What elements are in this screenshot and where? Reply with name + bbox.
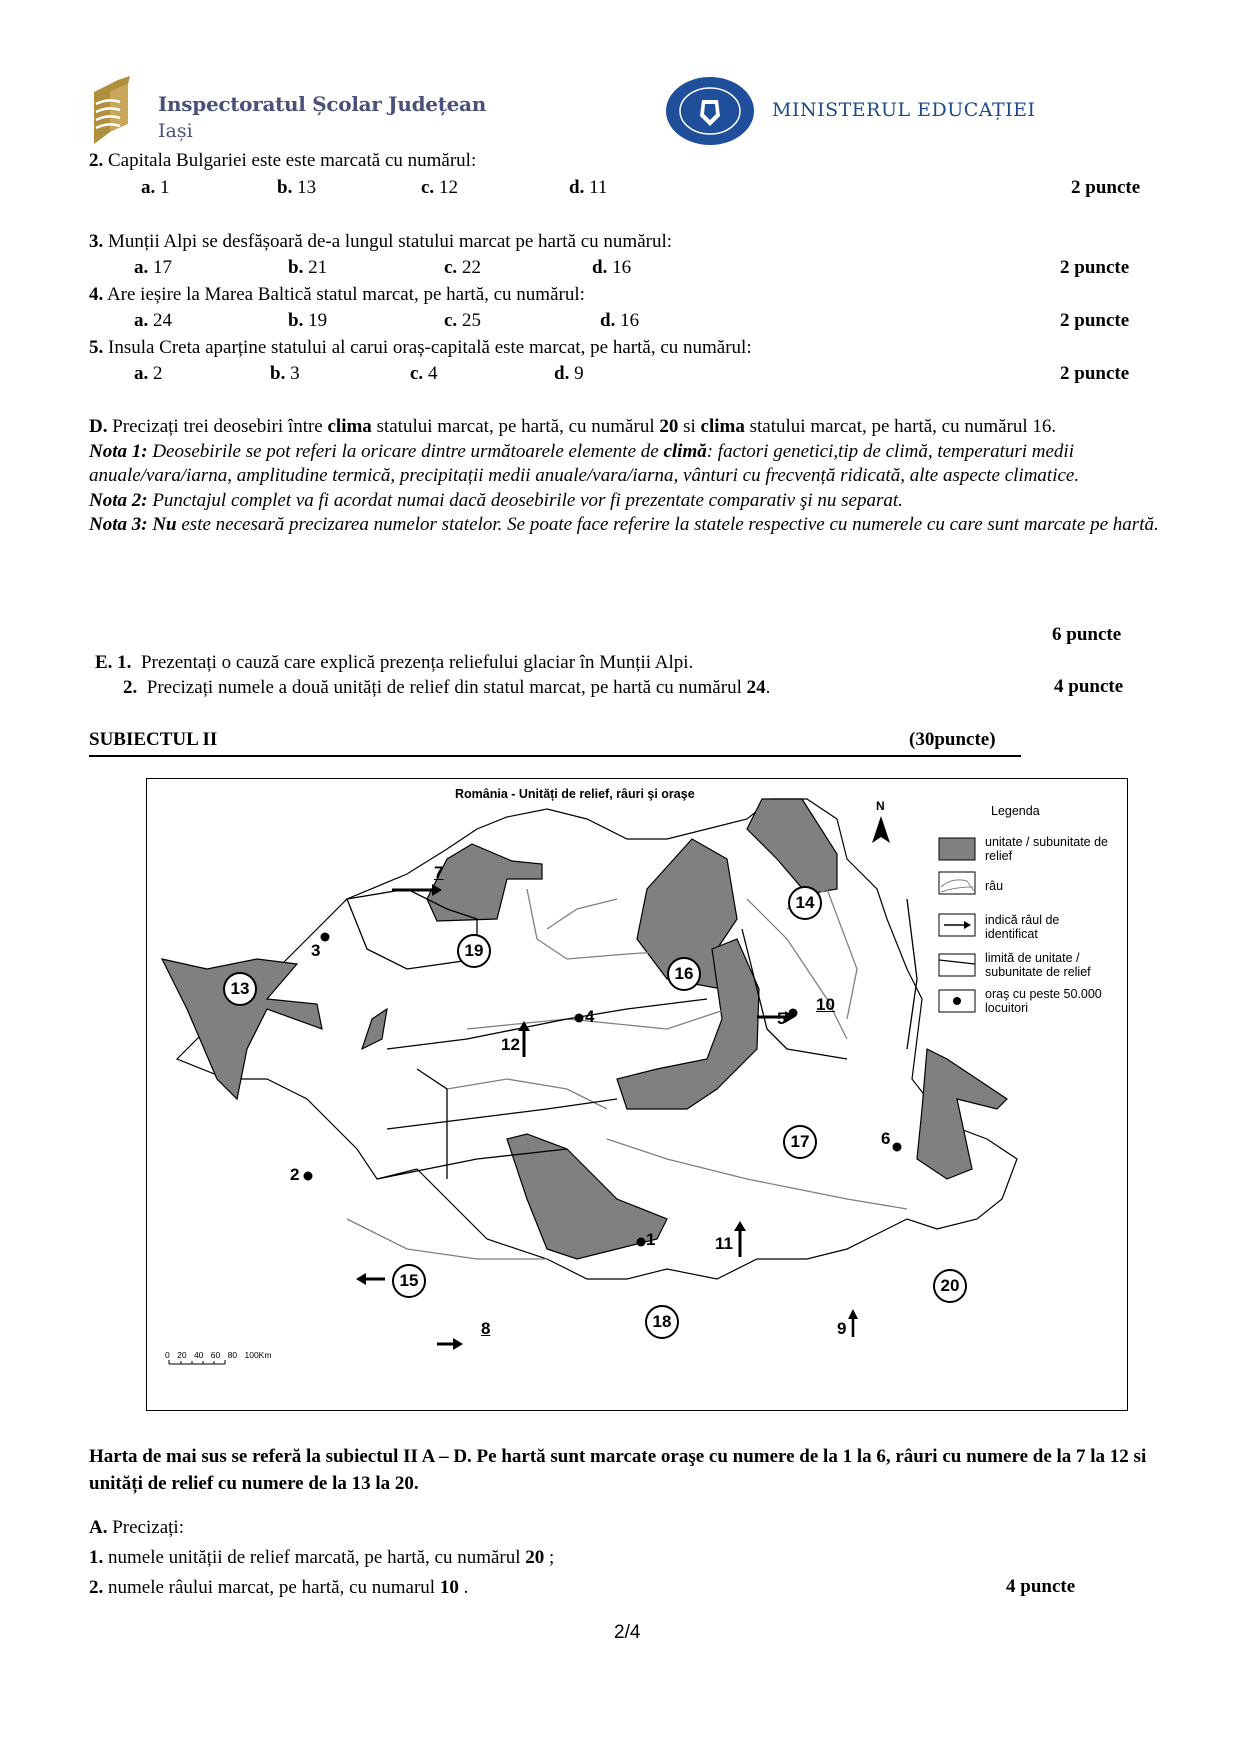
north-label: N [876,799,885,813]
section-e-item-1: E. 1. Prezentați o cauză care explică prezența reliefului glaciar în Munții Alpi. [95,652,694,673]
section-a-intro: A. Precizați: [89,1517,184,1538]
city-4: 4 [585,1007,595,1026]
nota-3: Nota 3: Nu este necesară precizarea numelor statelor. Se poate face referire la statele respective cu numerele cu care sunt marcate pe hartă. [89,514,1159,535]
river-12: 12 [501,1035,520,1054]
map-caption: Harta de mai sus se referă la subiectul II A – D. Pe hartă sunt marcate oraşe cu numere de la 1 la 6, râuri cu numere de la 7 la 12 si unități de relief cu numere de la 13 la 20. [89,1446,1147,1494]
river-8: 8 [481,1319,491,1338]
map-drawing [147,779,1127,1410]
question-3: 3. Munții Alpi se desfășoară de-a lungul statului marcat pe hartă cu numărul: [89,231,673,252]
legend-river: râu [985,879,1004,893]
subject-2-title: SUBIECTUL II [89,729,218,750]
river-7: 7 [434,863,444,882]
legend-arrow: indică râul de identificat [985,913,1060,941]
section-a-item-1: 1. numele unității de relief marcată, pe hartă, cu numărul 20 ; [89,1547,555,1568]
points: 2 puncte [1060,257,1130,278]
legend-title: Legenda [991,804,1040,818]
isj-subtitle: Iași [158,120,193,142]
relief-unit-19: 19 [457,934,491,968]
ministry-title: MINISTERUL EDUCAȚIEI [772,99,1036,121]
river-9: 9 [837,1319,847,1338]
relief-unit-16: 16 [667,957,701,991]
page-number: 2/4 [614,1622,641,1643]
section-a-item-2: 2. numele râului marcat, pe hartă, cu numarul 10 . [89,1577,469,1598]
section-a-points: 4 puncte [1006,1576,1076,1597]
points: 2 puncte [1060,310,1130,331]
scale-bar: 0 20 40 60 80 100Km [165,1350,272,1360]
city-1: 1 [646,1230,656,1249]
section-d-points: 6 puncte [1052,624,1122,645]
legend-relief-unit: unitate / subunitate de relief [985,835,1109,863]
section-d: D. Precizați trei deosebiri între clima statului marcat, pe hartă, cu numărul 20 si clima statului marcat, pe hartă, cu numărul 16. Nota 1: Deosebirile se pot referi la oricare dintre următoarele elemente de climă: factori genetici,tip de climă, temperaturi medii anuale/vara/iarna, amplitudine termică, precipitații medii anuale/vara/iarna, vânturi cu frecvență ridicată, alte aspecte climatice. Nota 2: Punctajul complet va fi acordat numai dacă deosebirile vor fi prezentate comparativ şi nu separat. Nota 3: Nu este necesară precizarea numelor statelor. Se poate face referire la statele respective cu numerele cu care sunt marcate pe hartă. [89,416,1159,535]
subject-2-points: (30puncte) [909,729,996,750]
points: 2 puncte [1071,177,1141,198]
relief-unit-13: 13 [223,972,257,1006]
relief-unit-14: 14 [788,886,822,920]
header-left-logo [88,74,138,146]
header-right-seal [664,76,756,146]
section-e-points: 4 puncte [1054,676,1124,697]
subject-2-header [89,729,1021,757]
city-5: 5 [777,1009,787,1028]
map-title: România - Unități de relief, râuri şi oraşe [455,787,695,801]
nota-1: Nota 1: Deosebirile se pot referi la oricare dintre următoarele elemente de climă: factori genetici,tip de climă, temperaturi medii anuale/vara/iarna, amplitudine termică, precipitații medii anuale/vara/iarna, vânturi cu frecvență ridicată, alte aspecte climatice. [89,440,1080,486]
legend-boundary: limită de unitate / subunitate de relief [985,951,1091,979]
guvernul-romaniei-seal-icon [664,76,756,146]
river-10: 10 [816,995,835,1014]
city-3: 3 [311,941,321,960]
city-2: 2 [290,1165,300,1184]
nota-2: Nota 2: Punctajul complet va fi acordat numai dacă deosebirile vor fi prezentate comparativ şi nu separat. [89,489,903,511]
question-5: 5. Insula Creta aparține statului al carui oraș-capitală este marcat, pe hartă, cu numărul: [89,337,752,358]
north-arrow-icon [872,816,890,843]
relief-unit-15: 15 [392,1264,426,1298]
points: 2 puncte [1060,363,1130,384]
relief-unit-18: 18 [645,1305,679,1339]
legend-city: oraş cu peste 50.000 locuitori [985,987,1102,1015]
book-hand-logo-icon [88,74,138,146]
question-2: 2. Capitala Bulgariei este este marcată cu numărul: [89,150,477,171]
question-4: 4. Are ieșire la Marea Baltică statul marcat, pe hartă, cu numărul: [89,284,585,305]
romania-relief-map [146,778,1128,1411]
relief-unit-20: 20 [933,1269,967,1303]
section-e-item-2: 2. Precizați numele a două unități de relief din statul marcat, pe hartă cu numărul 24. [123,677,771,698]
relief-unit-17: 17 [783,1125,817,1159]
river-11: 11 [715,1234,733,1253]
city-6: 6 [881,1129,891,1148]
isj-title: Inspectoratul Școlar Județean [158,92,486,116]
